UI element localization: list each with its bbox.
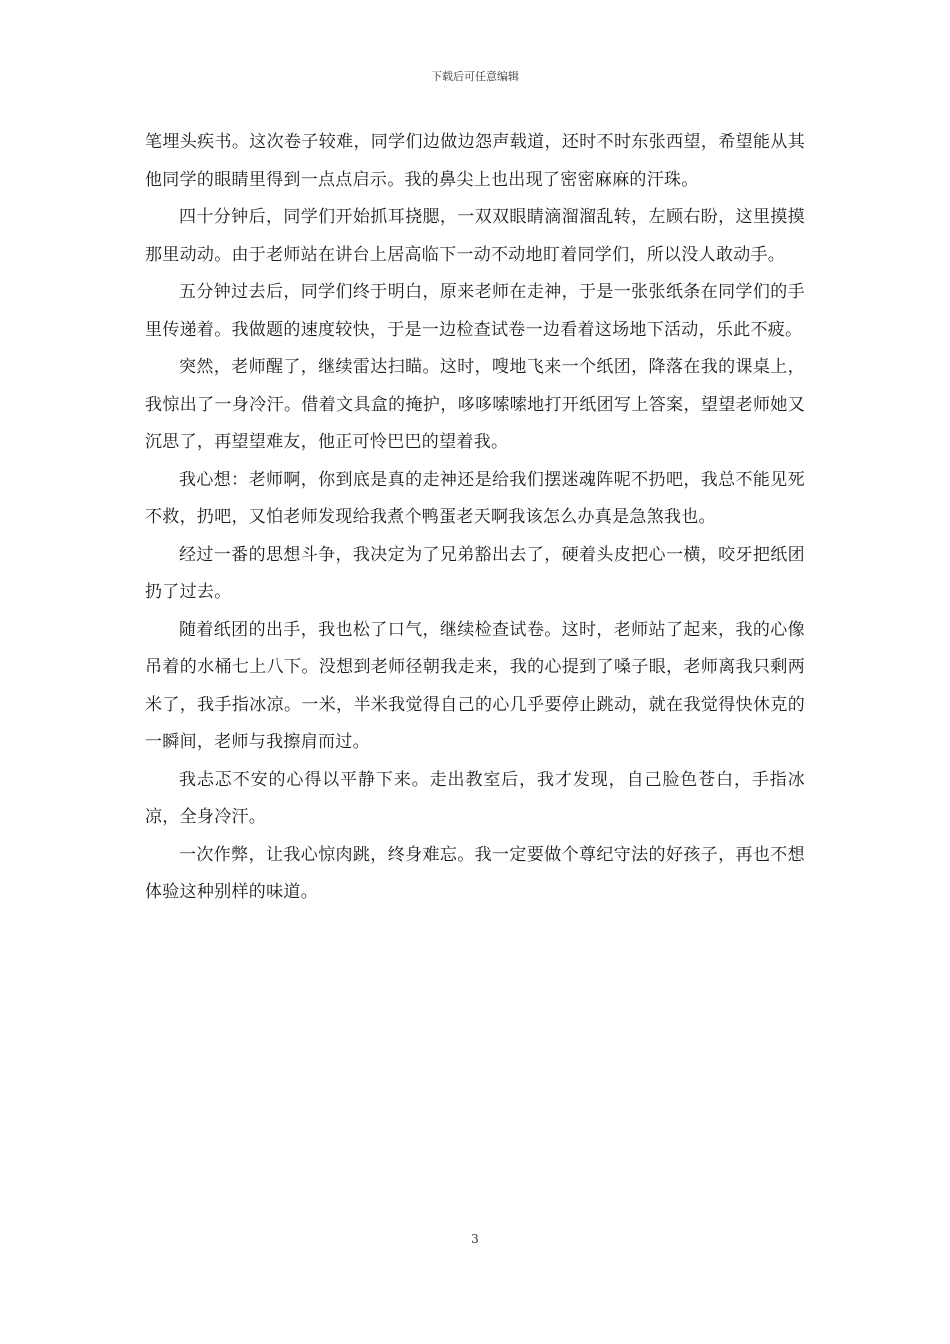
paragraph-7: 随着纸团的出手，我也松了口气，继续检查试卷。这时，老师站了起来，我的心像吊着的水桶七上八下。没想到老师径朝我走来，我的心提到了嗓子眼，老师离我只剩两米了，我手指冰凉。一米，半米我觉得自己的心几乎要停止跳动，就在我觉得快休克的一瞬间，老师与我擦肩而过。	[145, 619, 805, 752]
paragraph-6: 经过一番的思想斗争，我决定为了兄弟豁出去了，硬着头皮把心一横，咬牙把纸团扔了过去。	[145, 544, 805, 602]
paragraph-9: 一次作弊，让我心惊肉跳，终身难忘。我一定要做个尊纪守法的好孩子，再也不想体验这种别样的味道。	[145, 844, 805, 902]
document-body	[145, 124, 805, 912]
paragraph-1: 笔埋头疾书。这次卷子较难，同学们边做边怨声载道，还时不时东张西望，希望能从其他同学的眼睛里得到一点点启示。我的鼻尖上也出现了密密麻麻的汗珠。	[145, 132, 805, 190]
paragraph-8: 我忐忑不安的心得以平静下来。走出教室后，我才发现，自己脸色苍白，手指冰凉，全身冷汗。	[145, 769, 805, 827]
page-number: 3	[471, 1232, 479, 1246]
paragraph-2: 四十分钟后，同学们开始抓耳挠腮，一双双眼睛滴溜溜乱转，左顾右盼，这里摸摸那里动动。由于老师站在讲台上居高临下一动不动地盯着同学们，所以没人敢动手。	[145, 207, 805, 265]
paragraph-4: 突然，老师醒了，继续雷达扫瞄。这时，嗖地飞来一个纸团，降落在我的课桌上，我惊出了一身冷汗。借着文具盒的掩护，哆哆嗦嗦地打开纸团写上答案，望望老师她又沉思了，再望望难友，他正可怜巴巴的望着我。	[145, 357, 805, 452]
paragraph-3: 五分钟过去后，同学们终于明白，原来老师在走神，于是一张张纸条在同学们的手里传递着。我做题的速度较快，于是一边检查试卷一边看着这场地下活动，乐此不疲。	[145, 282, 805, 340]
paragraph-5: 我心想：老师啊，你到底是真的走神还是给我们摆迷魂阵呢不扔吧，我总不能见死不救，扔吧，又怕老师发现给我煮个鸭蛋老天啊我该怎么办真是急煞我也。	[145, 469, 805, 527]
page-header: 下载后可任意编辑	[431, 70, 519, 83]
